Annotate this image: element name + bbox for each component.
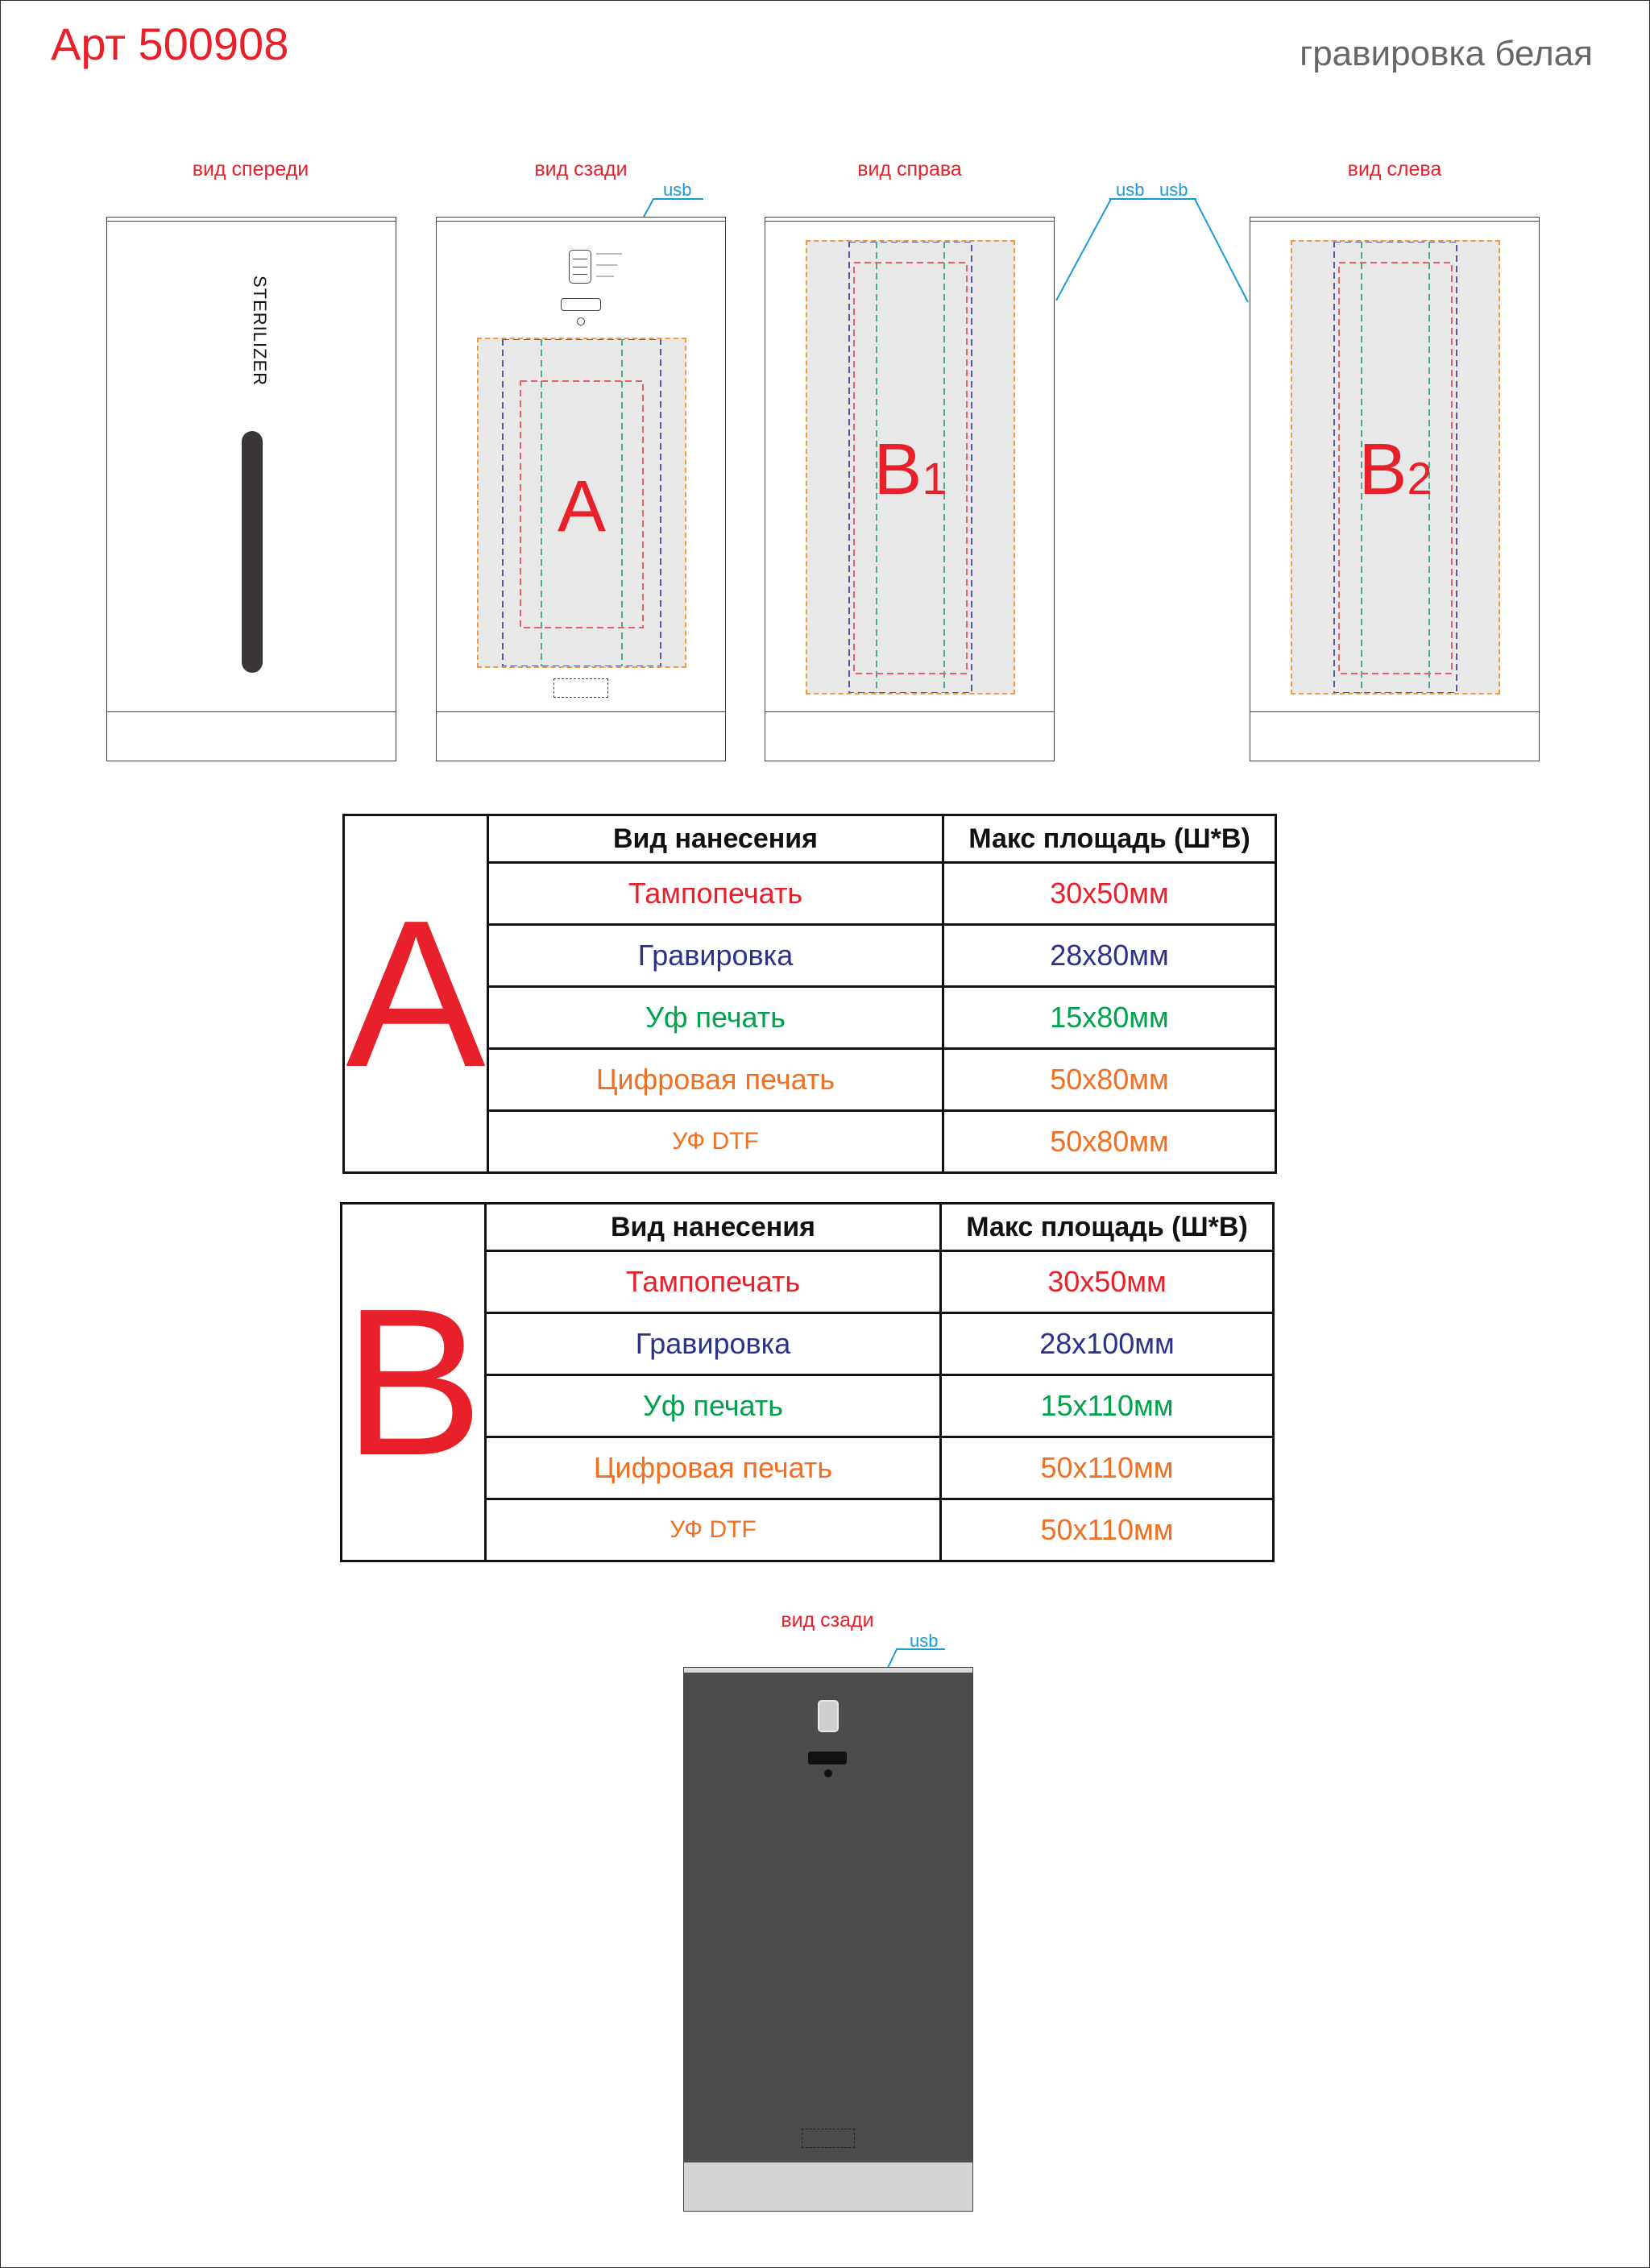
dark-power-switch-icon	[818, 1700, 839, 1732]
left-view-label: вид слева	[1347, 158, 1442, 180]
zone-b1-label	[807, 429, 1014, 510]
table-a-method: УФ DTF	[488, 1111, 943, 1173]
table-a-method: Гравировка	[488, 925, 943, 987]
table-b-method: Гравировка	[486, 1313, 941, 1375]
table-b-method: Уф печать	[486, 1375, 941, 1437]
zone-b2-sub: 2	[1407, 453, 1432, 504]
spec-table-b	[340, 1202, 1275, 1562]
dark-usb-port-icon	[808, 1752, 847, 1764]
dark-back-view-device	[683, 1667, 973, 2212]
back-view-label: вид сзади	[534, 158, 628, 180]
table-b-area-header: Макс площадь (Ш*В)	[941, 1204, 1274, 1251]
table-a-area: 50x80мм	[943, 1049, 1276, 1111]
table-b-area: 30x50мм	[941, 1251, 1274, 1313]
right-view-label: вид справа	[857, 158, 962, 180]
table-a-zone-letter: A	[344, 815, 488, 1173]
brand-text-wrapper	[246, 276, 270, 388]
zone-b2-letter: B	[1358, 429, 1407, 510]
power-switch-icon	[569, 250, 591, 284]
engraving-note: гравировка белая	[1300, 34, 1593, 73]
front-view-device	[106, 217, 396, 761]
zone-b1-letter: B	[873, 429, 922, 510]
article-title: Арт 500908	[51, 19, 289, 69]
table-a-area: 28x80мм	[943, 925, 1276, 987]
right-usb-label: usb	[1116, 180, 1145, 200]
table-b-method-header: Вид нанесения	[486, 1204, 941, 1251]
print-zone-a	[477, 338, 686, 668]
zone-a-letter: A	[557, 466, 607, 547]
table-b-area: 50x110мм	[941, 1437, 1274, 1499]
table-b-area: 50x110мм	[941, 1499, 1274, 1561]
table-a-method: Уф печать	[488, 987, 943, 1049]
front-view-label: вид спереди	[192, 158, 309, 180]
usb-port-icon	[561, 298, 601, 311]
right-view-device	[765, 217, 1055, 761]
left-usb-label: usb	[1159, 180, 1188, 200]
table-b-area: 15x110мм	[941, 1375, 1274, 1437]
table-b-method: УФ DTF	[486, 1499, 941, 1561]
dark-back-view-label: вид сзади	[781, 1609, 874, 1632]
back-view-device	[436, 217, 726, 761]
dark-bottom-vent	[802, 2129, 855, 2148]
print-zone-b1	[806, 240, 1015, 694]
table-a-method: Цифровая печать	[488, 1049, 943, 1111]
table-a-area: 50x80мм	[943, 1111, 1276, 1173]
front-light-bar	[242, 431, 263, 673]
dark-usb-label: usb	[910, 1631, 939, 1651]
table-b-zone-letter: B	[342, 1204, 486, 1561]
table-b-area: 28x100мм	[941, 1313, 1274, 1375]
back-usb-label: usb	[663, 180, 692, 200]
brand-text: STERILIZER	[250, 276, 270, 387]
zone-b1-sub: 1	[922, 453, 947, 504]
bottom-vent	[553, 678, 608, 698]
table-b-method: Цифровая печать	[486, 1437, 941, 1499]
spec-table-a	[342, 814, 1277, 1174]
table-b-method: Тампопечать	[486, 1251, 941, 1313]
left-view-device	[1250, 217, 1540, 761]
table-a-area-header: Макс площадь (Ш*В)	[943, 815, 1276, 863]
table-a-method-header: Вид нанесения	[488, 815, 943, 863]
print-zone-b2	[1291, 240, 1500, 694]
table-a-area: 15x80мм	[943, 987, 1276, 1049]
table-a-area: 30x50мм	[943, 863, 1276, 925]
dark-indicator-led-icon	[824, 1769, 832, 1777]
zone-b2-label	[1292, 429, 1499, 510]
table-a-method: Тампопечать	[488, 863, 943, 925]
indicator-led-icon	[577, 317, 585, 325]
